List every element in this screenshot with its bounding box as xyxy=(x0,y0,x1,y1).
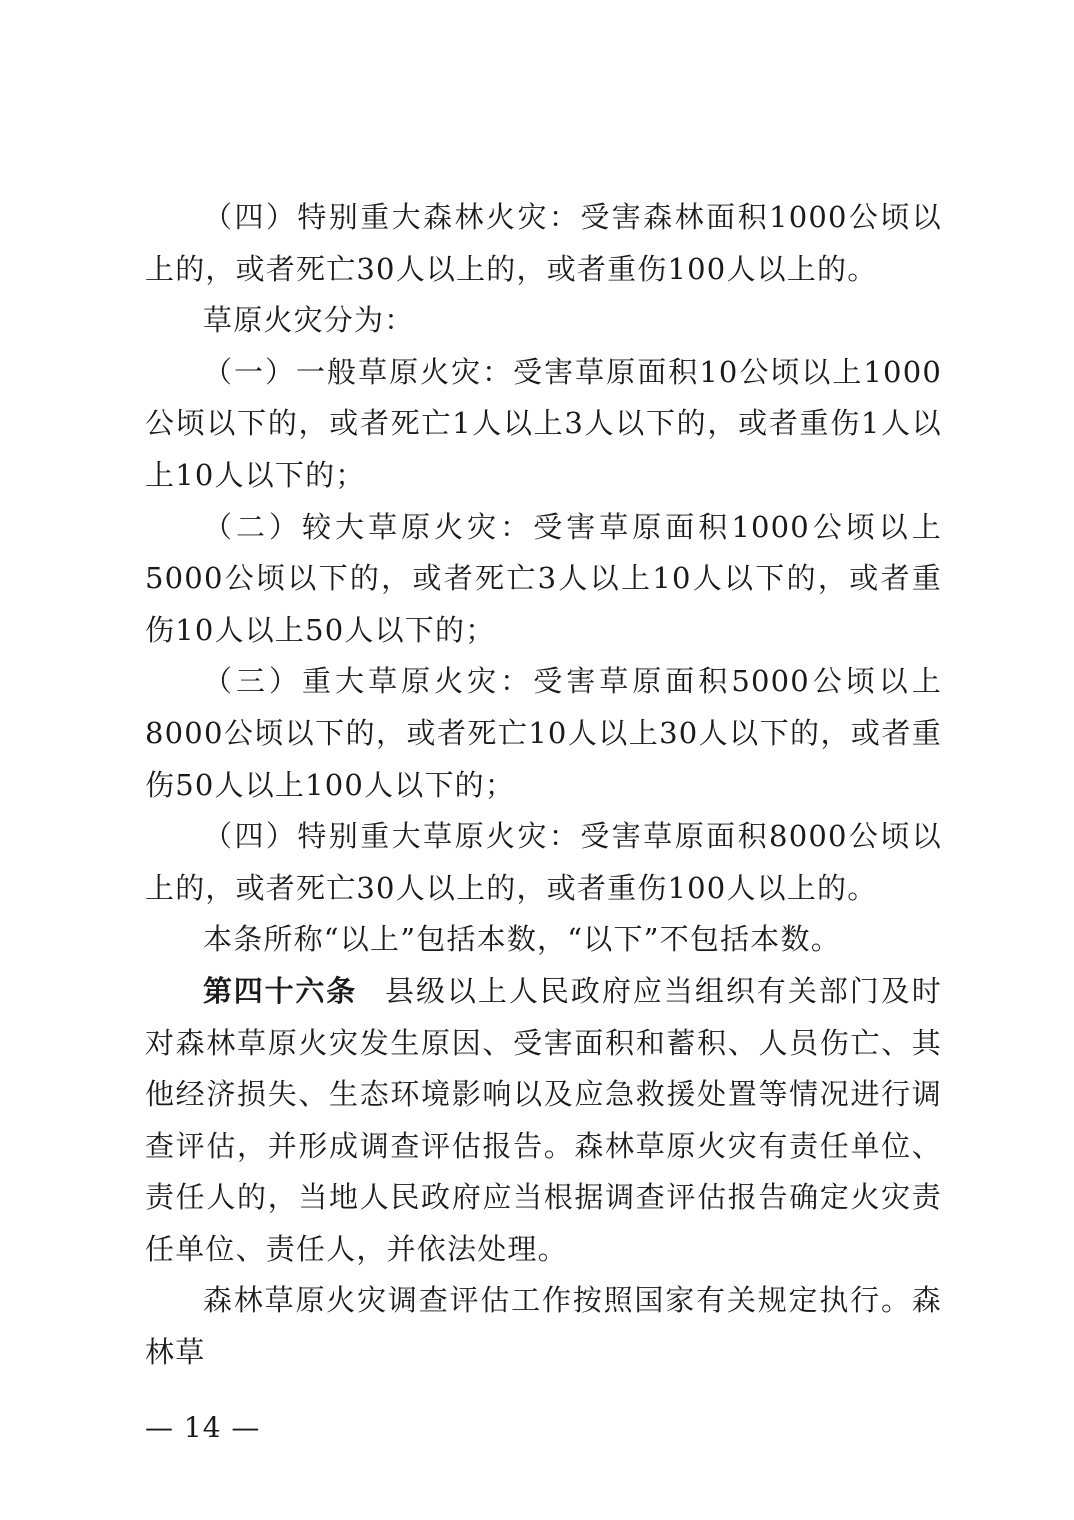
paragraph xyxy=(145,1275,942,1378)
paragraph-text: 县级以上人民政府应当组织有关部门及时对森林草原火灾发生原因、受害面积和蓄积、人员伤亡、其他经济损失、生态环境影响以及应急救援处置等情况进行调查评估，并形成调查评估报告。森林草原火灾有责任单位、责任人的，当地人民政府应当根据调查评估报告确定火灾责任单位、责任人，并依法处理。 xyxy=(145,973,942,1266)
document-body xyxy=(145,192,942,1379)
article-paragraph xyxy=(145,966,942,1276)
page-number: — 14 — xyxy=(145,1411,261,1444)
article-heading: 第四十六条 xyxy=(203,973,357,1008)
paragraph xyxy=(145,656,942,811)
paragraph-text: （四）特别重大草原火灾：受害草原面积8000公顷以上的，或者死亡30人以上的，或者重伤100人以上的。 xyxy=(145,819,942,905)
paragraph-text: （一）一般草原火灾：受害草原面积10公顷以上1000公顷以下的，或者死亡1人以上3人以下的，或者重伤1人以上10人以下的； xyxy=(145,354,942,492)
paragraph-text: （三）重大草原火灾：受害草原面积5000公顷以上8000公顷以下的，或者死亡10人以上30人以下的，或者重伤50人以上100人以下的； xyxy=(145,664,942,802)
paragraph xyxy=(145,502,942,657)
paragraph-text: （四）特别重大森林火灾：受害森林面积1000公顷以上的，或者死亡30人以上的，或者重伤100人以上的。 xyxy=(145,200,942,286)
paragraph-text: 森林草原火灾调查评估工作按照国家有关规定执行。森林草 xyxy=(145,1283,942,1370)
paragraph xyxy=(145,347,942,502)
paragraph-text: 本条所称“以上”包括本数，“以下”不包括本数。 xyxy=(203,922,841,957)
paragraph-text: （二）较大草原火灾：受害草原面积1000公顷以上5000公顷以下的，或者死亡3人以上10人以下的，或者重伤10人以上50人以下的； xyxy=(145,509,942,647)
paragraph xyxy=(145,811,942,914)
paragraph-text: 草原火灾分为： xyxy=(203,303,415,338)
paragraph xyxy=(145,192,942,295)
paragraph xyxy=(145,914,942,966)
paragraph xyxy=(145,295,942,347)
